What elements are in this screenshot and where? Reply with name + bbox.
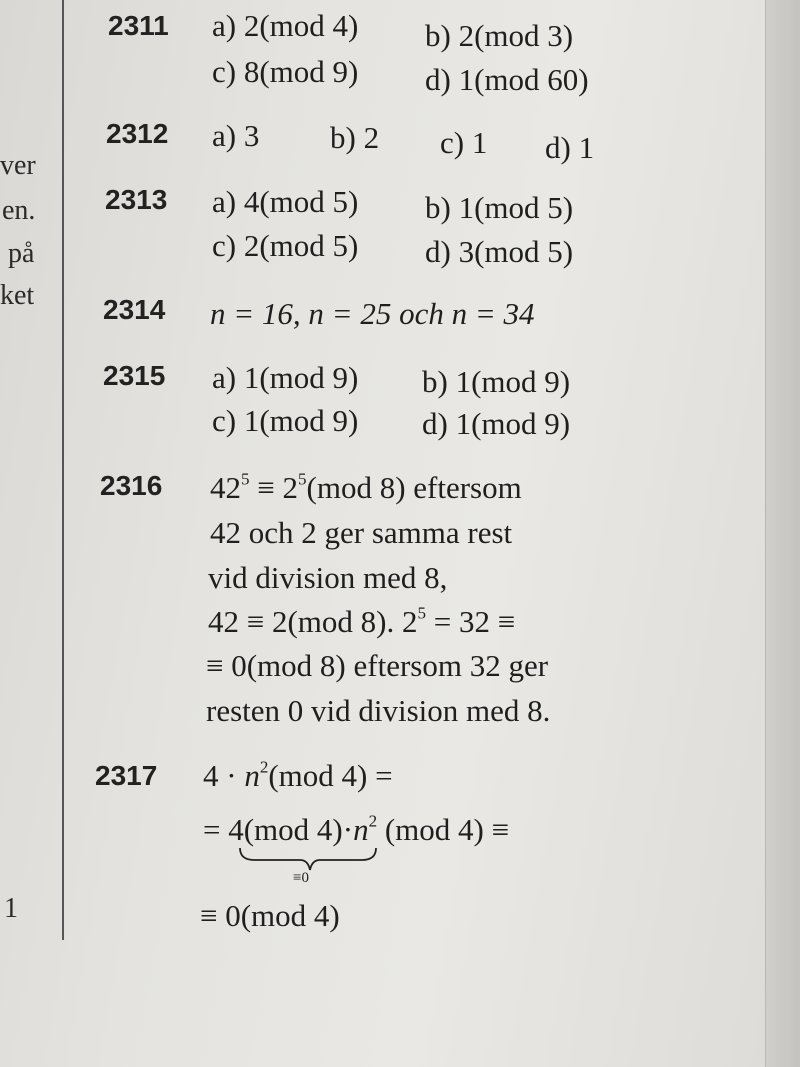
solution-line-1: $4 \cdot n^2(mod$ 4) = [203, 757, 393, 793]
adjacent-page-edge [765, 0, 800, 1067]
solution-line-1: $42^5 \equiv 2^5(mod$ 8) eftersom [210, 469, 522, 505]
margin-fragment: 1 [4, 893, 18, 924]
solution-line-4: 42 ≡ 2(mod 8). $2^5 = 32$ ≡ [208, 603, 516, 639]
answer-b: b) 1(mod 9) [422, 364, 571, 399]
column-rule [62, 0, 64, 940]
answer-d: d) 1(mod 60) [425, 62, 589, 97]
problem-number: 2315 [103, 360, 166, 391]
margin-fragment: ver [0, 150, 36, 181]
answer-text: n = 16, n = 25 och n = 34 [210, 296, 535, 331]
answer-a: a) 3 [212, 118, 260, 153]
problem-number: 2317 [95, 760, 158, 791]
solution-line-3: ≡ 0(mod 4) [200, 898, 340, 933]
margin-fragment: på [8, 238, 35, 269]
problem-number: 2311 [108, 10, 169, 41]
problem-number: 2314 [103, 294, 166, 325]
solution-line-6: resten 0 vid division med 8. [206, 693, 551, 728]
solution-line-5: ≡ 0(mod 8) eftersom 32 ger [206, 648, 549, 683]
answer-c: c) 2(mod 5) [212, 228, 359, 263]
problem-number: 2313 [105, 184, 168, 215]
underbrace-label: ≡0 [293, 870, 309, 886]
answer-c: c) 1(mod 9) [212, 403, 359, 438]
problem-number: 2316 [100, 470, 163, 501]
answer-c: c) 8(mod 9) [212, 54, 359, 89]
solution-line-3: vid division med 8, [208, 560, 448, 595]
answer-c: c) 1 [440, 125, 488, 160]
margin-fragment: en. [2, 195, 36, 226]
answer-a: a) 1(mod 9) [212, 360, 359, 395]
margin-fragment: ket [0, 280, 35, 311]
answer-d: d) 3(mod 5) [425, 234, 574, 269]
answer-b: b) 1(mod 5) [425, 190, 574, 225]
answer-a: a) 2(mod 4) [212, 8, 359, 43]
problem-number: 2312 [106, 118, 169, 149]
solution-line-2: 42 och 2 ger samma rest [210, 515, 513, 550]
answer-d: d) 1(mod 9) [422, 406, 571, 441]
answer-b: b) 2 [330, 120, 380, 155]
answer-b: b) 2(mod 3) [425, 18, 574, 53]
answer-d: d) 1 [545, 130, 595, 165]
answer-a: a) 4(mod 5) [212, 184, 359, 219]
solution-line-2: = 4(mod $4)\cdot n^2$ (mod 4) ≡ [203, 811, 510, 847]
